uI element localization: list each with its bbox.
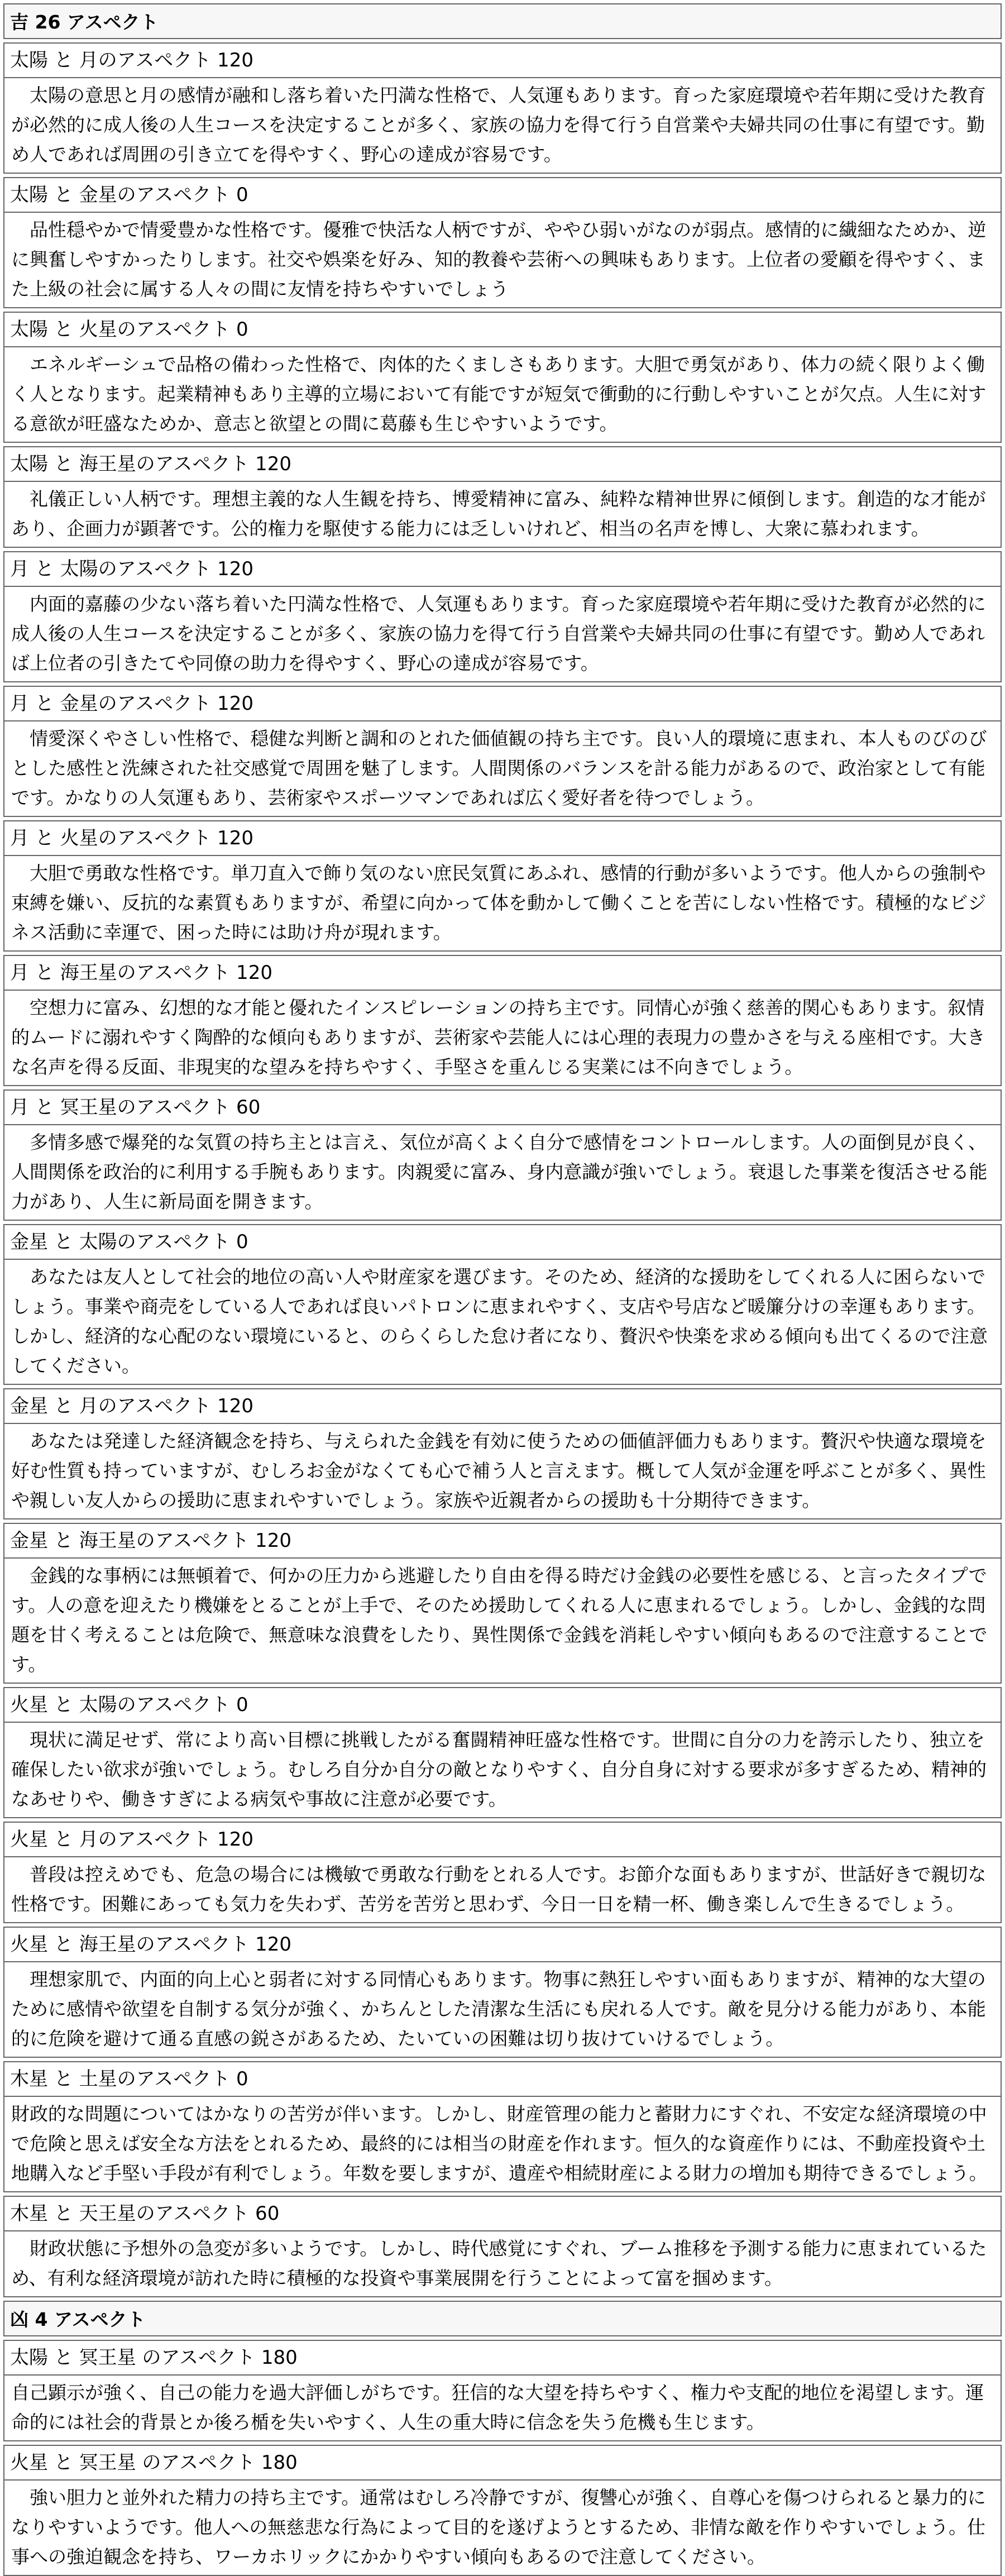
aspect-description: 礼儀正しい人柄です。理想主義的な人生観を持ち、博愛精神に富み、純粋な精神世界に傾倒します。創造的な才能があり、企画力が顕著です。公的権力を駆使する能力には乏しいけれど、相当の名声を博し、大衆に慕われます。	[3, 482, 1002, 548]
aspect-heading: 月 と 金星のアスペクト 120	[3, 686, 1002, 721]
aspect-heading: 火星 と 海王星のアスペクト 120	[3, 1927, 1002, 1962]
aspect-description: 自己顕示が強く、自己の能力を過大評価しがちです。狂信的な大望を持ちやすく、権力や支配的地位を渇望します。運命的には社会的背景とか後ろ楯を失いやすく、人生の重大時に信念を失う危機も生じます。	[3, 2376, 1002, 2441]
aspect-heading: 月 と 火星のアスペクト 120	[3, 820, 1002, 856]
aspect-entry	[3, 551, 1002, 682]
aspect-heading: 月 と 海王星のアスペクト 120	[3, 955, 1002, 991]
aspect-entry	[3, 2196, 1002, 2297]
aspect-heading: 火星 と 太陽のアスペクト 0	[3, 1687, 1002, 1723]
aspect-heading: 太陽 と 火星のアスペクト 0	[3, 312, 1002, 347]
aspect-description: あなたは発達した経済観念を持ち、与えられた金銭を有効に使うための価値評価力もあります。贅沢や快適な環境を好む性質も持っていますが、むしろお金がなくても心で補う人と言えます。概して人気が金運を呼ぶことが多く、異性や親しい友人からの援助に恵まれやすいでしょう。家族や近親者からの援助も十分期待できます。	[3, 1424, 1002, 1519]
aspect-heading: 月 と 冥王星のアスペクト 60	[3, 1089, 1002, 1125]
aspect-description: 金銭的な事柄には無頓着で、何かの圧力から逃避したり自由を得る時だけ金銭の必要性を感じる、と言ったタイプです。人の意を迎えたり機嫌をとることが上手で、そのため援助してくれる人に恵まれるでしょう。しかし、金銭的な問題を甘く考えることは危険で、無意味な浪費をしたり、異性関係で金銭を消耗しやすい傾向もあるので注意することです。	[3, 1559, 1002, 1684]
aspect-heading: 金星 と 月のアスペクト 120	[3, 1388, 1002, 1424]
aspect-heading: 月 と 太陽のアスペクト 120	[3, 551, 1002, 587]
aspect-heading: 木星 と 土星のアスペクト 0	[3, 2061, 1002, 2097]
aspect-entry	[3, 820, 1002, 952]
aspect-heading: 太陽 と 冥王星 のアスペクト 180	[3, 2340, 1002, 2376]
aspect-description: あなたは友人として社会的地位の高い人や財産家を選びます。そのため、経済的な援助をしてくれる人に困らないでしょう。事業や商売をしている人であれば良いパトロンに恵まれやすく、支店や号店など暖簾分けの幸運もあります。しかし、経済的な心配のない環境にいると、のらくらした怠け者になり、贅沢や快楽を求める傾向も出てくるので注意してください。	[3, 1260, 1002, 1385]
aspect-entry	[3, 955, 1002, 1086]
aspect-description: 財政状態に予想外の急変が多いようです。しかし、時代感覚にすぐれ、ブーム推移を予測する能力に恵まれているため、有利な経済環境が訪れた時に積極的な投資や事業展開を行うことによって富を掴めます。	[3, 2231, 1002, 2297]
aspect-entry	[3, 1388, 1002, 1519]
aspect-heading: 火星 と 月のアスペクト 120	[3, 1822, 1002, 1857]
aspect-entry	[3, 1927, 1002, 2058]
aspect-description: 強い胆力と並外れた精力の持ち主です。通常はむしろ冷静ですが、復讐心が強く、自尊心を傷つけられると暴力的になりやすいようです。他人への無慈悲な行為によって目的を遂げようとするため、非情な敵を作りやすいでしょう。仕事への強迫観念を持ち、ワーカホリックにかかりやすい傾向もあるので注意してください。	[3, 2481, 1002, 2576]
aspect-entry	[3, 1089, 1002, 1221]
aspect-entry	[3, 2340, 1002, 2441]
aspect-heading: 太陽 と 海王星のアスペクト 120	[3, 446, 1002, 482]
aspect-description: 内面的嘉藤の少ない落ち着いた円満な性格で、人気運もあります。育った家庭環境や若年期に受けた教育が必然的に成人後の人生コースを決定することが多く、家族の協力を得て行う自営業や夫婦共同の仕事に有望です。勤め人であれば上位者の引きたてや同僚の助力を得やすく、野心の達成が容易です。	[3, 587, 1002, 682]
aspect-entry	[3, 1523, 1002, 1684]
aspect-description: 理想家肌で、内面的向上心と弱者に対する同情心もあります。物事に熱狂しやすい面もありますが、精神的な大望のために感情や欲望を自制する気分が強く、かちんとした清潔な生活にも戻れる人です。敵を見分ける能力があり、本能的に危険を避けて通る直感の鋭さがあるため、たいていの困難は切り抜けていけるでしょう。	[3, 1962, 1002, 2058]
aspect-description: 太陽の意思と月の感情が融和し落ち着いた円満な性格で、人気運もあります。育った家庭環境や若年期に受けた教育が必然的に成人後の人生コースを決定することが多く、家族の協力を得て行う自営業や夫婦共同の仕事に有望です。勤め人であれば周囲の引き立てを得やすく、野心の達成が容易です。	[3, 78, 1002, 174]
aspect-entry	[3, 312, 1002, 443]
aspect-entry	[3, 42, 1002, 174]
aspect-heading: 太陽 と 月のアスペクト 120	[3, 42, 1002, 78]
aspect-description: 情愛深くやさしい性格で、穏健な判断と調和のとれた価値観の持ち主です。良い人的環境に恵まれ、本人ものびのびとした感性と洗練された社交感覚で周囲を魅了します。人間関係のバランスを計る能力があるので、政治家として有能です。かなりの人気運もあり、芸術家やスポーツマンであれば広く愛好者を待つでしょう。	[3, 721, 1002, 817]
aspect-description: 品性穏やかで情愛豊かな性格です。優雅で快活な人柄ですが、ややひ弱いがなのが弱点。感情的に繊細なためか、逆に興奮しやすかったりします。社交や娯楽を好み、知的教養や芸術への興味もあります。上位者の愛顧を得やすく、また上級の社会に属する人々の間に友情を持ちやすいでしょう	[3, 213, 1002, 308]
aspect-description: 普段は控えめでも、危急の場合には機敏で勇敢な行動をとれる人です。お節介な面もありますが、世話好きで親切な性格です。困難にあっても気力を失わず、苦労を苦労と思わず、今日一日を精一杯、働き楽しんで生きるでしょう。	[3, 1857, 1002, 1923]
aspect-entry	[3, 446, 1002, 548]
aspect-entry	[3, 686, 1002, 817]
aspect-entry	[3, 1224, 1002, 1385]
aspect-entry	[3, 2445, 1002, 2576]
section-title: 凶 4 アスペクト	[3, 2301, 1002, 2336]
aspect-description: 多情多感で爆発的な気質の持ち主とは言え、気位が高くよく自分で感情をコントロールします。人の面倒見が良く、人間関係を政治的に利用する手腕もあります。肉親愛に富み、身内意識が強いでしょう。衰退した事業を復活させる能力があり、人生に新局面を開きます。	[3, 1125, 1002, 1221]
aspect-heading: 金星 と 太陽のアスペクト 0	[3, 1224, 1002, 1260]
aspect-description: 空想力に富み、幻想的な才能と優れたインスピレーションの持ち主です。同情心が強く慈善的関心もあります。叙情的ムードに溺れやすく陶酔的な傾向もありますが、芸術家や芸能人には心理的表現力の豊かさを与える座相です。大きな名声を得る反面、非現実的な望みを持ちやすく、手堅さを重んじる実業には不向きでしょう。	[3, 991, 1002, 1086]
section-title: 吉 26 アスペクト	[3, 3, 1002, 39]
aspect-entry	[3, 1822, 1002, 1923]
aspect-description: 大胆で勇敢な性格です。単刀直入で飾り気のない庶民気質にあふれ、感情的行動が多いようです。他人からの強制や束縛を嫌い、反抗的な素質もありますが、希望に向かって体を動かして働くことを苦にしない性格です。積極的なビジネス活動に幸運で、困った時には助け舟が現れます。	[3, 856, 1002, 952]
report-frame	[3, 3, 1002, 2576]
aspect-entry	[3, 1687, 1002, 1818]
aspect-heading: 火星 と 冥王星 のアスペクト 180	[3, 2445, 1002, 2481]
aspect-description: 財政的な問題についてはかなりの苦労が伴います。しかし、財産管理の能力と蓄財力にすぐれ、不安定な経済環境の中で危険と思えば安全な方法をとれるため、最終的には相当の財産を作れます。恒久的な資産作りには、不動産投資や土地購入など手堅い手段が有利でしょう。年数を要しますが、遺産や相続財産による財力の増加も期待できるでしょう。	[3, 2097, 1002, 2192]
aspect-entry	[3, 177, 1002, 308]
aspect-description: 現状に満足せず、常により高い目標に挑戦したがる奮闘精神旺盛な性格です。世間に自分の力を誇示したり、独立を確保したい欲求が強いでしょう。むしろ自分か自分の敵となりやすく、自分自身に対する要求が多すぎるため、精神的なあせりや、働きすぎによる病気や事故に注意が必要です。	[3, 1723, 1002, 1818]
aspect-entry	[3, 2061, 1002, 2192]
aspect-heading: 金星 と 海王星のアスペクト 120	[3, 1523, 1002, 1559]
aspect-description: エネルギーシュで品格の備わった性格で、肉体的たくましさもあります。大胆で勇気があり、体力の続く限りよく働く人となります。起業精神もあり主導的立場において有能ですが短気で衝動的に行動しやすいことが欠点。人生に対する意欲が旺盛なためか、意志と欲望との間に葛藤も生じやすいようです。	[3, 347, 1002, 443]
aspect-heading: 太陽 と 金星のアスペクト 0	[3, 177, 1002, 213]
aspect-heading: 木星 と 天王星のアスペクト 60	[3, 2196, 1002, 2231]
